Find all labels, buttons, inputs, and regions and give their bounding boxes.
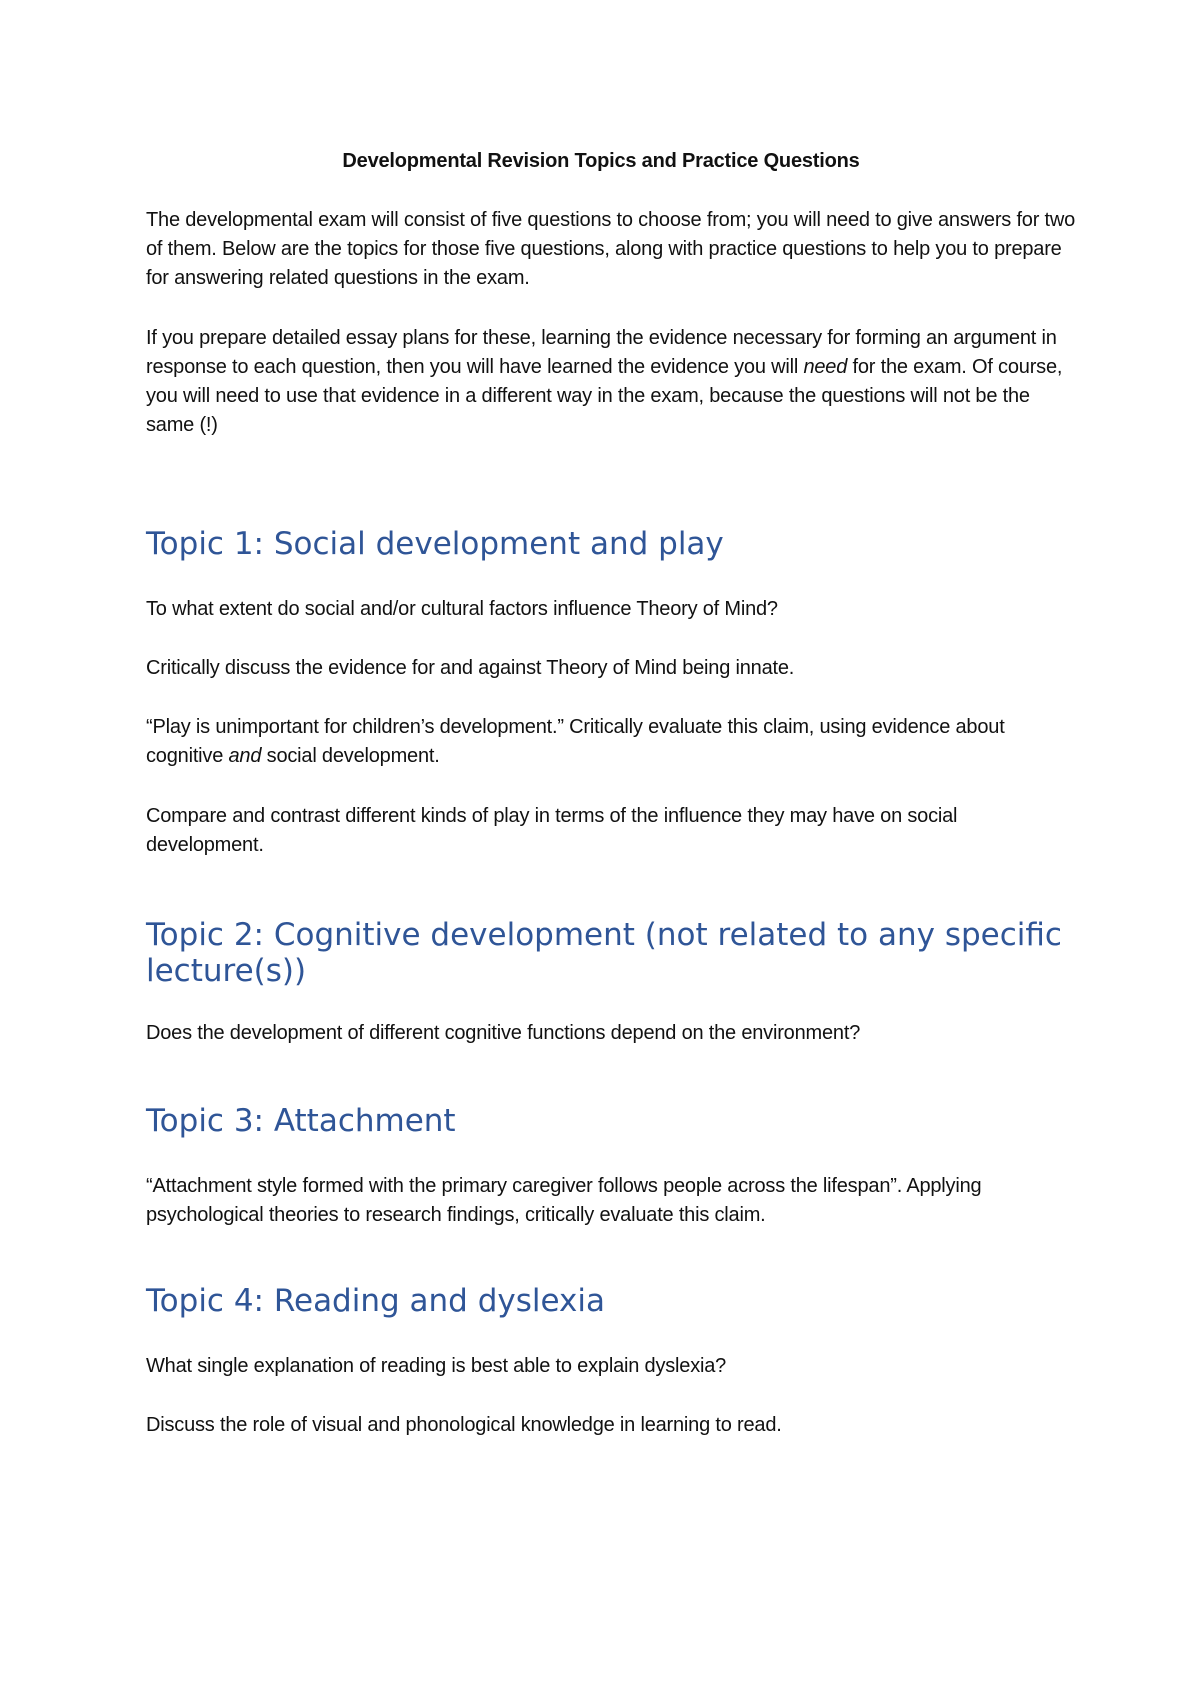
topic-1-question-3-emphasis: and (228, 745, 262, 767)
intro-paragraph-2-emphasis: need (803, 356, 848, 378)
topic-3-question-1: “Attachment style formed with the primary caregiver follows people across the lifespan”. Applying psychological theories to research findings, critically evaluate this claim. (146, 1175, 982, 1226)
intro-paragraph-1: The developmental exam will consist of five questions to choose from; you will need to give answers for two of them. Below are the topics for those five questions, along with practice questions to help you to prepare for answering related questions in the exam. (146, 209, 1076, 289)
topic-3-heading: Topic 3: Attachment (146, 1103, 456, 1139)
topic-2-question-1: Does the development of different cognitive functions depend on the environment? (146, 1022, 861, 1044)
topic-1-question-3-text-a: “Play is unimportant for children’s development.” Critically evaluate this claim, using evidence about cognitive (146, 716, 1005, 767)
intro-paragraph-2-text-a: If you prepare detailed essay plans for these, learning the evidence necessary for forming an argument in response to each question, then you will have learned the evidence you will (146, 327, 1057, 378)
intro-paragraph-2-text-b: for the exam. Of course, you will need to use that evidence in a different way in the exam, because the questions will not be the same (!) (146, 356, 1063, 436)
topic-4-heading: Topic 4: Reading and dyslexia (146, 1283, 605, 1319)
topic-1-question-3 (146, 713, 1076, 771)
topic-1-question-3-text-b: social development. (261, 745, 440, 767)
topic-1-heading: Topic 1: Social development and play (146, 526, 724, 562)
topic-2-heading: Topic 2: Cognitive development (not related to any specific lecture(s)) (146, 917, 1062, 989)
topic-1-question-4: Compare and contrast different kinds of play in terms of the influence they may have on social development. (146, 805, 958, 856)
intro-paragraph-2 (146, 324, 1076, 440)
topic-1-question-2: Critically discuss the evidence for and against Theory of Mind being innate. (146, 657, 795, 679)
topic-4-question-2: Discuss the role of visual and phonological knowledge in learning to read. (146, 1414, 782, 1436)
topic-4-question-1: What single explanation of reading is best able to explain dyslexia? (146, 1355, 727, 1377)
document-title: Developmental Revision Topics and Practice Questions (342, 150, 860, 172)
topic-1-question-1: To what extent do social and/or cultural factors influence Theory of Mind? (146, 598, 778, 620)
